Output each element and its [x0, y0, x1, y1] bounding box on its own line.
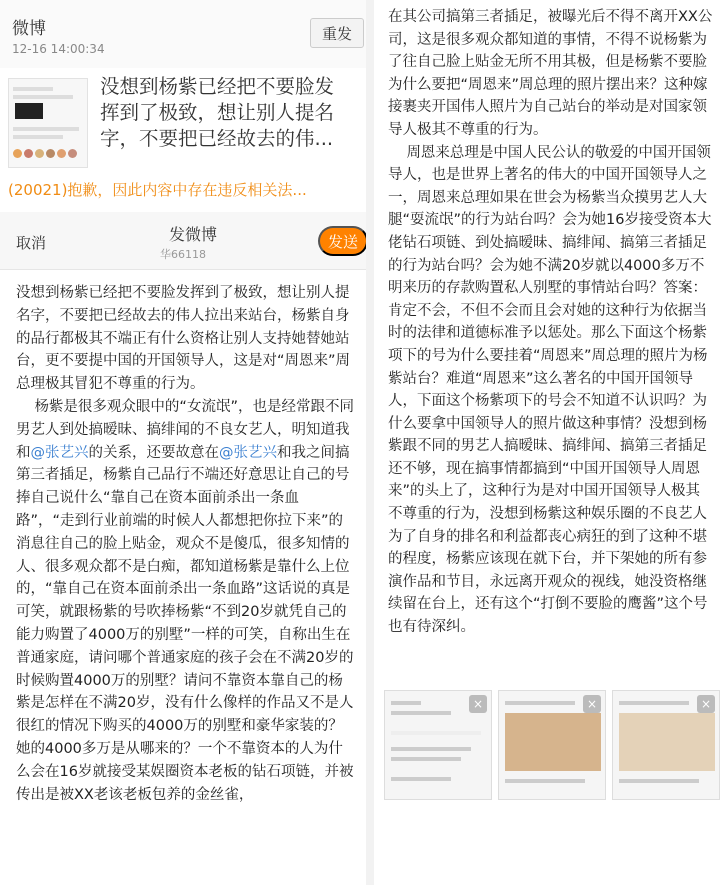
image-photo: [619, 713, 715, 771]
image-line: [619, 779, 699, 783]
image-line: [619, 701, 689, 705]
image-photo: [505, 713, 601, 771]
paragraph-text: 杨紫是很多观众眼中的“女流氓”，也是经常跟不同男艺人到处搞暧昧、搞绯闻的不良女艺人，明知道我和: [16, 398, 354, 461]
paragraph-text: 周恩来总理是中国人民公认的敬爱的中国开国领导人，也是世界上著名的伟大的中国开国领导人之一，周恩来总理如果在世会为杨紫当众摸男艺人大腿“耍流氓”的行为站台吗？会为她16岁接受资本大佬钻石项链、到处搞暧昧、搞绯闻、搞第三者插足的行为站台吗？会为她不满20岁就以4000多万不明来历的存款购置私人别墅的事情站台吗？答案：肯定不会，不但不会而且会对她的这种行为依据当时的法律和道德标准予以惩处。那么下面这个杨紫项下的号为什么要挂着“周恩来”周总理的照片为杨紫站台？难道“周恩来”这么著名的中国开国领导人，下面这个杨紫项下的号会不知道不认识吗？为什么要拿中国领导人的照片做这种事情？没想到杨紫跟不同的男艺人搞暧昧、搞绯闻、搞第三者插足还不够，现在搞事情都搞到“中国开国领导人周恩来”的头上了，这种行为是对中国开国领导人极其不尊重的行为，没想到杨紫这种娱乐圈的不良艺人为了自身的排名和利益都丧心病狂的到了这种不堪的程度，杨紫应该现在就下台，并下架她的所有参演作品和节目，永远离开观众的视线，她没资格继续留在台上，还有这个“打倒不要脸的鹰酱”这个号也有待深纠。: [388, 144, 712, 636]
compose-text-area[interactable]: [16, 282, 356, 806]
attached-image[interactable]: [498, 690, 606, 800]
attached-image[interactable]: [384, 690, 492, 800]
post-timestamp: 12-16 14:00:34: [12, 42, 105, 56]
thumb-line: [13, 127, 79, 131]
thumb-line: [13, 87, 53, 91]
post-thumbnail[interactable]: [8, 78, 88, 168]
post-headline[interactable]: 没想到杨紫已经把不要脸发 挥到了极致，想让别人提名 字，不要把已经故去的伟...: [100, 75, 335, 150]
image-line: [505, 779, 585, 783]
avatar-dot: [57, 149, 66, 158]
thumb-image: [15, 103, 43, 119]
paragraph: [388, 142, 714, 639]
mention-link[interactable]: @张艺兴: [30, 444, 89, 461]
image-line: [391, 711, 451, 715]
image-line: [505, 701, 575, 705]
paragraph: 在其公司搞第三者插足，被曝光后不得不离开XX公司，这是很多观众都知道的事情，不得不说杨紫为了往自己脸上贴金无所不用其极，但是杨紫不要脸为什么要把“周恩来”周总理的照片摆出来？这种嫁接裹夹开国伟人照片为自己站台的举动是对国家领导人极其不尊重的行为。: [388, 9, 713, 138]
app-name: 微博: [12, 19, 46, 39]
avatar-dot: [24, 149, 33, 158]
compose-toolbar: [0, 212, 366, 270]
compose-username: 华66118: [160, 248, 206, 261]
attached-images: [384, 690, 720, 800]
remove-image-icon[interactable]: ×: [697, 695, 715, 713]
thumb-line: [13, 95, 73, 99]
avatar-dot: [13, 149, 22, 158]
send-button[interactable]: 发送: [318, 226, 366, 256]
cancel-button[interactable]: 取消: [16, 234, 47, 252]
avatar-dot: [35, 149, 44, 158]
paragraph-text: 的关系，还要故意在: [88, 444, 219, 461]
image-line: [391, 731, 481, 735]
remove-image-icon[interactable]: ×: [469, 695, 487, 713]
compose-text-area-continued[interactable]: [388, 6, 714, 639]
thumb-line: [13, 135, 63, 139]
violation-notice: (20021)抱歉，因此内容中存在违反相关法...: [0, 178, 366, 206]
avatar-dot: [46, 149, 55, 158]
image-line: [391, 777, 451, 781]
post-header: [0, 0, 366, 68]
image-line: [391, 701, 421, 705]
paragraph: [16, 396, 356, 806]
paragraph-text: 和我之间搞第三者插足，杨紫自己品行不端还好意思让自己的号捧自己说什么“靠自己在资本面前杀出一条血路”，“走到行业前端的时候人人都想把你拉下来”的消息往自己的脸上贴金，观众不是傻瓜，很多知情的人、很多观众都不是白痴，都知道杨紫是靠什么上位的，“靠自己在资本面前杀出一条血路”这话说的真是可笑，就跟杨紫的号吹捧杨紫“不到20岁就凭自己的能力购置了4000万的别墅”一样的可笑，自称出生在普通家庭，请问哪个普通家庭的孩子会在不满20岁的时候购置4000万的别墅？请问不靠资本靠自己的杨紫是怎样在不满20岁，没有什么像样的作品又不是人很红的情况下购买的4000万的别墅和豪华家装的？她的4000多万是从哪来的？一个不靠资本的人为什么会在16岁就接受某娱圈资本老板的钻石项链，并被传出是被XX老该老板包养的金丝雀，: [16, 444, 354, 803]
compose-title: 发微博: [168, 225, 217, 244]
attached-image[interactable]: [612, 690, 720, 800]
image-line: [391, 757, 461, 761]
image-line: [391, 747, 471, 751]
right-screenshot: [374, 0, 720, 885]
repost-button[interactable]: 重发: [310, 18, 364, 48]
paragraph: 没想到杨紫已经把不要脸发挥到了极致，想让别人提名字，不要把已经故去的伟人拉出来站台，杨紫自身的品行都极其不端正有什么资格让别人支持她替她站台，更不要提中国的开国领导人，这是对“周恩来”周总理极其冒犯不尊重的行为。: [16, 285, 351, 393]
remove-image-icon[interactable]: ×: [583, 695, 601, 713]
mention-link[interactable]: @张艺兴: [219, 444, 277, 461]
avatar-dot: [68, 149, 77, 158]
